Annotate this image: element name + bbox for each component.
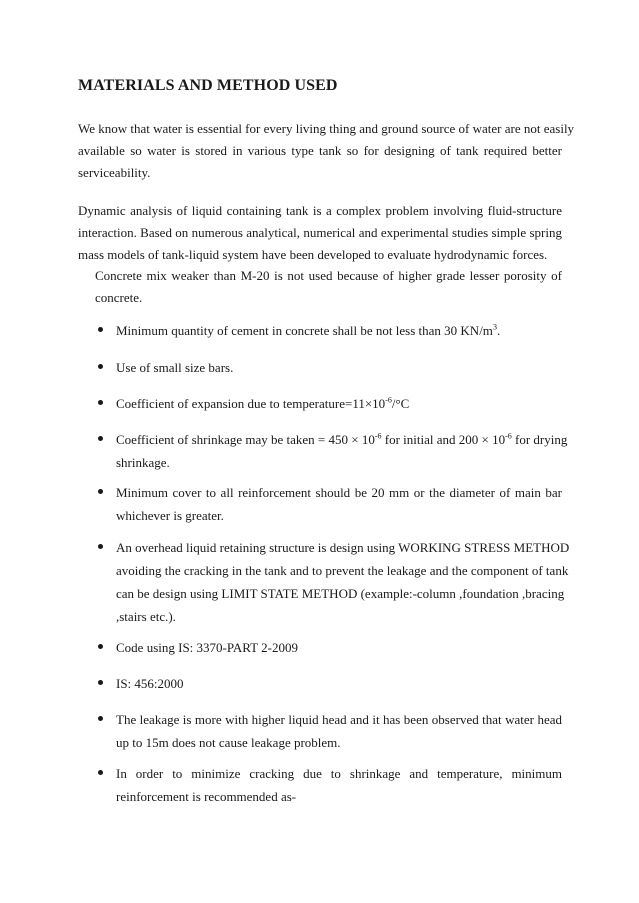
paragraph-line: serviceability. xyxy=(78,165,151,180)
paragraph-concrete-mix xyxy=(95,265,562,309)
bullet-dot-icon xyxy=(98,716,103,721)
paragraph-line: We know that water is essential for every living thing and ground source of water are not easily xyxy=(78,121,575,136)
list-item-text: The leakage is more with higher liquid head and it has been observed that water head xyxy=(116,712,562,727)
list-item-text: can be design using LIMIT STATE METHOD (example:-column ,foundation ,bracing xyxy=(116,586,565,601)
list-item-text: An overhead liquid retaining structure is design using WORKING STRESS METHOD xyxy=(116,540,570,555)
list-item-text: avoiding the cracking in the tank and to prevent the leakage and the component of tank xyxy=(116,563,569,578)
paragraph-line: mass models of tank-liquid system have been developed to evaluate hydrodynamic forces. xyxy=(78,247,548,262)
paragraph-line: Concrete mix weaker than M-20 is not used because of higher grade lesser porosity of xyxy=(95,268,562,283)
paragraph-line: available so water is stored in various type tank so for designing of tank required better xyxy=(78,143,562,158)
section-heading: MATERIALS AND METHOD USED xyxy=(78,77,338,94)
bullet-dot-icon xyxy=(98,400,103,405)
paragraph-intro xyxy=(78,118,575,184)
bullet-dot-icon xyxy=(98,680,103,685)
list-item-text: Minimum cover to all reinforcement should be 20 mm or the diameter of main bar xyxy=(116,485,562,500)
list-item-text: whichever is greater. xyxy=(116,508,224,523)
list-item-text: reinforcement is recommended as- xyxy=(116,789,297,804)
bullet-dot-icon xyxy=(98,544,103,549)
list-item-text: Use of small size bars. xyxy=(116,360,234,375)
list-item-text: up to 15m does not cause leakage problem. xyxy=(116,735,341,750)
list-item-text: In order to minimize cracking due to shrinkage and temperature, minimum xyxy=(116,766,562,781)
paragraph-line: concrete. xyxy=(95,290,143,305)
bullet-dot-icon xyxy=(98,644,103,649)
bullet-dot-icon xyxy=(98,364,103,369)
bullet-dot-icon xyxy=(98,770,103,775)
list-item-text: Minimum quantity of cement in concrete shall be not less than 30 $KN/m^3$. xyxy=(116,322,501,338)
paragraph-dynamic-analysis xyxy=(78,200,562,266)
list-item-text: ,stairs etc.). xyxy=(116,609,176,624)
bullet-dot-icon xyxy=(98,327,103,332)
bullet-dot-icon xyxy=(98,436,103,441)
paragraph-line: interaction. Based on numerous analytical, numerical and experimental studies simple spring xyxy=(78,225,562,240)
list-item-text: IS: 456:2000 xyxy=(116,676,184,691)
list-item-text: Coefficient of shrinkage may be taken = $450 \times 10^{-6}$ for initial and $200 \times 10^{-6}$ for drying xyxy=(116,431,568,447)
bullet-dot-icon xyxy=(98,489,103,494)
paragraph-line: Dynamic analysis of liquid containing tank is a complex problem involving fluid-structure xyxy=(78,203,562,218)
list-item-text: shrinkage. xyxy=(116,455,170,470)
list-item-text: Code using IS: 3370-PART 2-2009 xyxy=(116,640,298,655)
list-item-text: Coefficient of expansion due to $temperature=11\times 10^{-6}/^\circ C$ xyxy=(116,395,410,411)
